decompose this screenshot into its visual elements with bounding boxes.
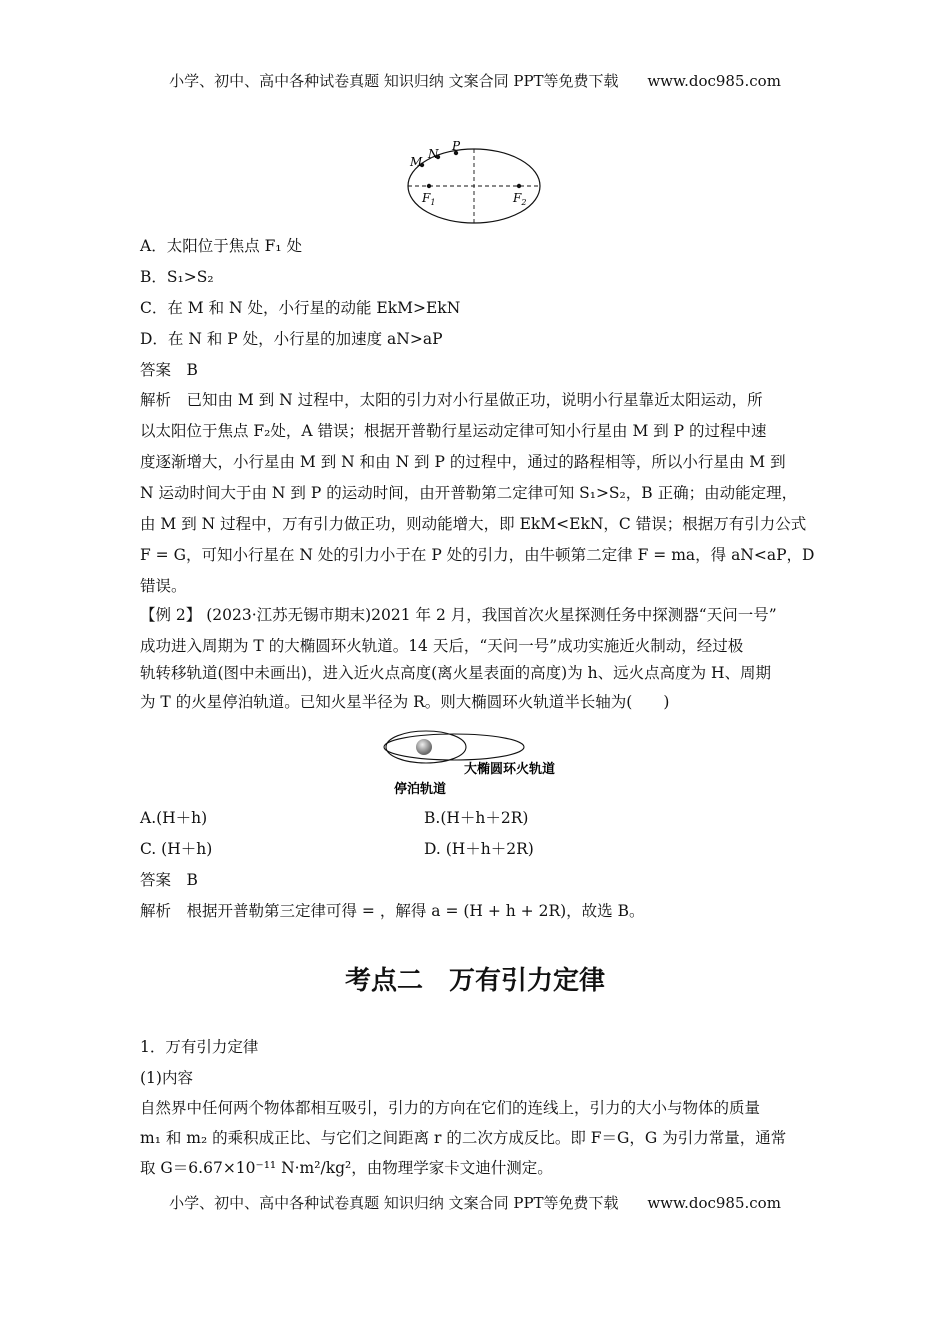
section-paragraph-line: 取 G＝6.67×10⁻¹¹ N·m²/kg²，由物理学家卡文迪什测定。	[140, 1159, 553, 1177]
example2-answer: 答案 B	[140, 871, 198, 889]
section-title: 考点二 万有引力定律	[344, 966, 605, 996]
q1-analysis-line: N 运动时间大于由 N 到 P 的运动时间，由开普勒第二定律可知 S₁>S₂，B 正确；由动能定理，	[140, 484, 798, 502]
q1-analysis-line: F = G，可知小行星在 N 处的引力小于在 P 处的引力，由牛顿第二定律 F = ma，得 aN<aP，D	[140, 546, 815, 564]
q1-analysis-line: 由 M 到 N 过程中，万有引力做正功，则动能增大，即 EkM<EkN，C 错误；根据万有引力公式	[140, 515, 807, 533]
page-footer	[0, 1192, 950, 1213]
label-f1: $F_1$	[422, 191, 436, 207]
q1-analysis-line: 度逐渐增大，小行星由 M 到 N 和由 N 到 P 的过程中，通过的路程相等，所以小行星由 M 到	[140, 453, 786, 471]
section-item-heading: 1．万有引力定律	[140, 1038, 259, 1056]
footer-text: 小学、初中、高中各种试卷真题 知识归纳 文案合同 PPT等免费下载	[169, 1194, 619, 1212]
q1-analysis-line: 以太阳位于焦点 F₂处，A 错误；根据开普勒行星运动定律可知小行星由 M 到 P 的过程中速	[140, 422, 767, 440]
label-big-orbit: 大椭圆环火轨道	[464, 762, 556, 777]
label-f2: $F_2$	[513, 191, 527, 207]
focus-f1	[427, 184, 431, 188]
mars-planet	[416, 739, 432, 755]
example2-option-b: B.(H＋h＋2R)	[424, 809, 529, 827]
focus-f2	[517, 184, 521, 188]
footer-site: www.doc985.com	[647, 1194, 781, 1212]
q1-analysis-line: 错误。	[140, 577, 187, 595]
q1-analysis-line: 解析 已知由 M 到 N 过程中，太阳的引力对小行星做正功，说明小行星靠近太阳运动，所	[140, 391, 763, 409]
example2-line: 轨转移轨道(图中未画出)，进入近火点高度(离火星表面的高度)为 h、远火点高度为 H、周期	[140, 664, 772, 682]
q1-option-b: B．S₁>S₂	[140, 268, 214, 286]
example2-analysis: 解析 根据开普勒第三定律可得 = ，解得 a = (H + h + 2R)，故选 B。	[140, 902, 645, 920]
header-site: www.doc985.com	[647, 72, 781, 90]
example2-option-c: C. (H＋h)	[140, 840, 213, 858]
section-paragraph-line: m₁ 和 m₂ 的乘积成正比、与它们之间距离 r 的二次方成反比。即 F＝G，G 为引力常量，通常	[140, 1129, 787, 1147]
example2-option-a: A.(H＋h)	[140, 809, 208, 827]
example2-option-d: D. (H＋h＋2R)	[424, 840, 534, 858]
label-p: P	[452, 139, 461, 153]
ellipse-orbit-figure	[400, 138, 550, 228]
q1-option-d: D．在 N 和 P 处，小行星的加速度 aN>aP	[140, 330, 443, 348]
example2-line: 成功进入周期为 T 的大椭圆环火轨道。14 天后，“天问一号”成功实施近火制动，经过极	[140, 637, 744, 655]
q1-option-c: C．在 M 和 N 处，小行星的动能 EkM>EkN	[140, 299, 461, 317]
big-elliptic-orbit	[384, 734, 524, 760]
mars-orbit-figure	[378, 725, 578, 800]
example2-line: 为 T 的火星停泊轨道。已知火星半径为 R。则大椭圆环火轨道半长轴为( )	[140, 693, 670, 711]
section-subheading: (1)内容	[140, 1069, 193, 1087]
section-paragraph-line: 自然界中任何两个物体都相互吸引，引力的方向在它们的连线上，引力的大小与物体的质量	[140, 1099, 761, 1117]
q1-option-a: A．太阳位于焦点 F₁ 处	[140, 237, 303, 255]
label-n: N	[428, 147, 439, 161]
header-text: 小学、初中、高中各种试卷真题 知识归纳 文案合同 PPT等免费下载	[169, 72, 619, 90]
page-header	[0, 70, 950, 91]
example2-line: 【例 2】 (2023·江苏无锡市期末)2021 年 2 月，我国首次火星探测任务中探测器“天问一号”	[140, 606, 777, 624]
label-m: M	[410, 155, 423, 169]
q1-answer: 答案 B	[140, 361, 198, 379]
label-parking-orbit: 停泊轨道	[394, 782, 447, 797]
